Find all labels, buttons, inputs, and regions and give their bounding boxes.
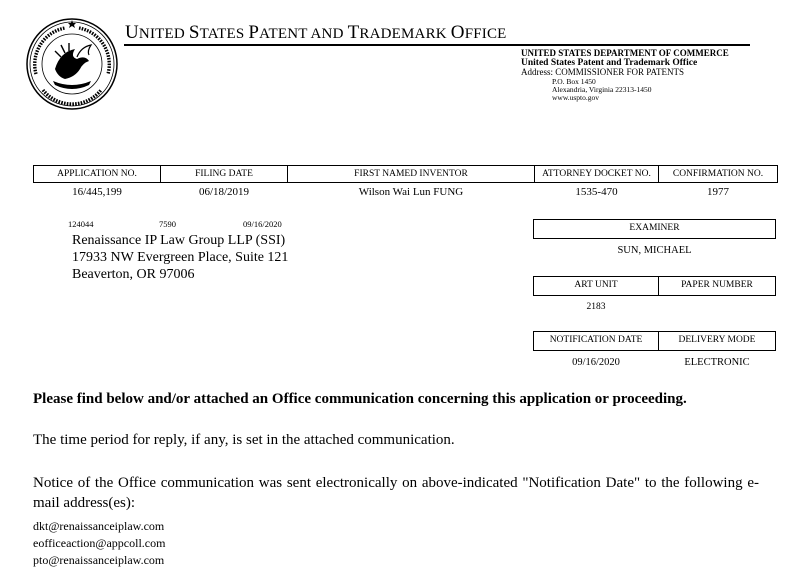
department-name: UNITED STATES DEPARTMENT OF COMMERCE <box>521 48 729 58</box>
col-filing-date: FILING DATE <box>161 166 288 183</box>
mail-date: 09/16/2020 <box>243 219 282 229</box>
first-named-inventor: Wilson Wai Lun FUNG <box>358 186 464 198</box>
address-line: P.O. Box 1450 <box>552 76 596 86</box>
address-line: 17933 NW Evergreen Place, Suite 121 <box>72 250 289 265</box>
website: www.uspto.gov <box>552 92 600 102</box>
table-row <box>34 183 778 202</box>
notification-date-value: 09/16/2020 <box>572 357 620 368</box>
email-list <box>33 518 165 569</box>
application-info-table <box>33 165 778 201</box>
department-block <box>521 49 729 102</box>
address-line: Alexandria, Virginia 22313-1450 <box>552 84 652 94</box>
office-title-part: P <box>248 22 260 43</box>
table-header-row <box>34 166 778 183</box>
col-application-no: APPLICATION NO. <box>34 166 161 183</box>
email-address: eofficeaction@appcoll.com <box>33 536 166 550</box>
address-line: Beaverton, OR 97006 <box>72 267 195 282</box>
office-title-part: S <box>188 22 200 43</box>
delivery-mode-label: DELIVERY MODE <box>658 331 776 351</box>
office-title-part: T <box>347 22 360 43</box>
office-communication-heading: Please find below and/or attached an Office communication concerning this application or proceeding. <box>33 391 687 407</box>
notification-date-label: NOTIFICATION DATE <box>533 331 659 351</box>
confirmation-no: 1977 <box>707 186 729 198</box>
col-attorney-docket-no: ATTORNEY DOCKET NO. <box>535 166 659 183</box>
paper-number-label: PAPER NUMBER <box>658 276 776 296</box>
art-unit-value: 2183 <box>586 302 606 312</box>
office-title-part: O <box>450 22 465 43</box>
customer-number: 124044 <box>68 219 94 229</box>
application-no: 16/445,199 <box>72 186 122 198</box>
office-name: United States Patent and Trademark Office <box>521 57 698 68</box>
office-title <box>125 22 507 44</box>
time-period-text: The time period for reply, if any, is set in the attached communication. <box>33 432 455 448</box>
correspondence-address <box>72 232 288 283</box>
office-title-part: NITED <box>138 26 189 42</box>
correspondence-code: 7590 <box>159 219 176 229</box>
delivery-mode-value: ELECTRONIC <box>684 357 750 368</box>
title-rule <box>124 44 750 46</box>
address-line: Address: COMMISSIONER FOR PATENTS <box>521 67 684 77</box>
examiner-name: SUN, MICHAEL <box>617 245 692 256</box>
office-title-part: ATENT AND <box>259 26 348 42</box>
attorney-docket-no: 1535-470 <box>575 186 618 198</box>
uspto-seal <box>25 17 119 111</box>
examiner-label: EXAMINER <box>533 219 776 239</box>
filing-date: 06/18/2019 <box>198 186 250 198</box>
office-title-part: U <box>125 22 139 43</box>
office-title-part: FFICE <box>464 26 507 42</box>
art-unit-label: ART UNIT <box>533 276 659 296</box>
notice-text: Notice of the Office communication was sent electronically on above-indicated "Notification Date" to the following e-mail address(es): <box>33 475 759 511</box>
email-address: pto@renaissanceiplaw.com <box>33 553 165 567</box>
col-confirmation-no: CONFIRMATION NO. <box>659 166 778 183</box>
col-first-named-inventor: FIRST NAMED INVENTOR <box>288 166 535 183</box>
address-line: Renaissance IP Law Group LLP (SSI) <box>72 233 286 248</box>
email-address: dkt@renaissanceiplaw.com <box>33 519 165 533</box>
office-title-part: RADEMARK <box>359 26 451 42</box>
office-title-part: TATES <box>199 26 249 42</box>
